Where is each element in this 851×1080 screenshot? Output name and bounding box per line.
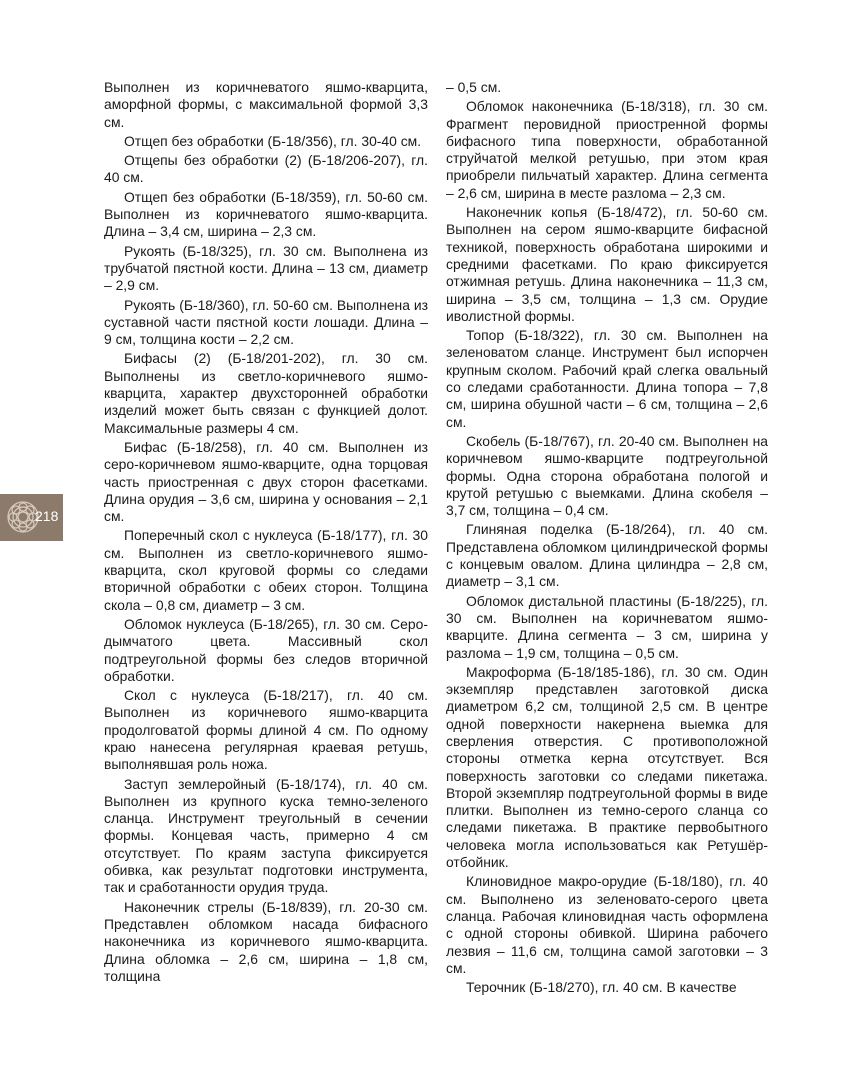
paragraph: Бифасы (2) (Б-18/201-202), гл. 30 см. Выполнены из светло-коричневого яшмо-кварцита, характер двухсторонней обработки изделий может быть связан с функцией долот. Максимальные размеры 4 см. (104, 350, 428, 436)
left-text-column (104, 79, 428, 987)
paragraph: – 0,5 см. (446, 79, 502, 95)
paragraph: Заступ землеройный (Б-18/174), гл. 40 см. Выполнен из крупного куска темно-зеленого сланца. Инструмент треугольный в сечении формы. Концевая часть, примерно 4 см отсутствует. По краям заступа фиксируется обивка, как результат подготовки инструмента, так и сработанности орудия труда. (104, 775, 428, 896)
paragraph: Бифас (Б-18/258), гл. 40 см. Выполнен из серо-коричневом яшмо-кварците, одна торцовая часть приостренная с двух сторон фасетками. Длина орудия – 3,6 см, ширина у основания – 2,1 см. (104, 438, 428, 525)
paragraph: Клиновидное макро-орудие (Б-18/180), гл. 40 см. Выполнено из зеленовато-серого цвета сланца. Рабочая клиновидная часть оформлена с одной стороны обивкой. Ширина рабочего лезвия – 11,6 см, толщина самой заготовки – 3 см. (446, 873, 768, 976)
page-number: 218 (35, 508, 59, 524)
paragraph: Выполнен из коричневатого яшмо-кварцита, аморфной формы, с максимальной формой 3,3 см. (104, 79, 428, 130)
right-text-column (446, 79, 768, 998)
paragraph: Отщепы без обработки (2) (Б-18/206-207), гл. 40 см. (104, 152, 428, 186)
paragraph: Рукоять (Б-18/325), гл. 30 см. Выполнена из трубчатой пястной кости. Длина – 13 см, диаметр – 2,9 см. (104, 242, 428, 294)
paragraph: Скол с нуклеуса (Б-18/217), гл. 40 см. Выполнен из коричневого яшмо-кварцита продолговатой формы длиной 4 см. По одному краю нанесена регулярная краевая ретушь, выполнявшая роль ножа. (104, 687, 428, 773)
paragraph: Обломок дистальной пластины (Б-18/225), гл. 30 см. Выполнен на коричневатом яшмо-кварците. Длина сегмента – 3 см, ширина у разлома – 1,9 см, толщина – 0,5 см. (446, 592, 768, 661)
paragraph: Обломок наконечника (Б-18/318), гл. 30 см. Фрагмент перовидной приостренной формы бифасного типа поверхности, обработанной струйчатой мелкой ретушью, при этом края приобрели пильчатый характер. Длина сегмента – 2,6 см, ширина в месте разлома – 2,3 см. (446, 98, 768, 201)
paragraph: Глиняная поделка (Б-18/264), гл. 40 см. Представлена обломком цилиндрической формы с концевым овалом. Длина цилиндра – 2,8 см, диаметр – 3,1 см. (446, 521, 768, 590)
paragraph: Поперечный скол с нуклеуса (Б-18/177), гл. 30 см. Выполнен из светло-коричневого яшмо-кварцита, скол круговой формы со следами вторичной обработки с обеих сторон. Толщина скола – 0,8 см, диаметр – 3 см. (104, 527, 428, 613)
paragraph: Макроформа (Б-18/185-186), гл. 30 см. Один экземпляр представлен заготовкой диска диаметром 6,2 см, толщиной 2,5 см. В центре одной поверхности накернена выемка для сверления отверстия. С противоположной стороны отметка керна отсутствует. Вся поверхность заготовки со следами пикетажа. Второй экземпляр подтреугольной формы в виде плитки. Выполнен из темно-серого сланца со следами пикетажа. В практике первобытного человека могла использоваться как Ретушёр-отбойник. (446, 663, 768, 871)
paragraph: Терочник (Б-18/270), гл. 40 см. В качестве (466, 979, 737, 996)
paragraph: Топор (Б-18/322), гл. 30 см. Выполнен на зеленоватом сланце. Инструмент был испорчен крупным сколом. Рабочий край слегка овальный со следами сработанности. Длина топора – 7,8 см, ширина обушной части – 6 см, толщина – 2,6 см. (446, 327, 768, 430)
page-number-tab (0, 494, 63, 541)
paragraph: Наконечник копья (Б-18/472), гл. 50-60 см. Выполнен на сером яшмо-кварците бифасной техникой, поверхность обработана широкими и средними фасетками. По краю фиксируется отжимная ретушь. Длина наконечника – 11,3 см, ширина – 3,5 см, толщина – 1,3 см. Орудие иволистной формы. (446, 204, 768, 324)
paragraph: Обломок нуклеуса (Б-18/265), гл. 30 см. Серо-дымчатого цвета. Массивный скол подтреугольной формы без следов вторичной обработки. (104, 615, 428, 684)
paragraph: Скобель (Б-18/767), гл. 20-40 см. Выполнен на коричневом яшмо-кварците подтреугольной формы. Одна сторона обработана пологой и крутой ретушью с выемками. Длина скобеля – 3,7 см, толщина – 0,4 см. (446, 432, 768, 519)
paragraph: Рукоять (Б-18/360), гл. 50-60 см. Выполнена из суставной части пястной кости лошади. Длина – 9 см, толщина кости – 2,2 см. (104, 296, 428, 348)
paragraph: Отщеп без обработки (Б-18/356), гл. 30-40 см. (124, 132, 422, 149)
paragraph: Отщеп без обработки (Б-18/359), гл. 50-60 см. Выполнен из коричневатого яшмо-кварцита. Длина – 3,4 см, ширина – 2,3 см. (104, 188, 428, 240)
paragraph: Наконечник стрелы (Б-18/839), гл. 20-30 см. Представлен обломком насада бифасного наконечника из коричневого яшмо-кварцита. Длина обломка – 2,6 см, ширина – 1,8 см, толщина (104, 898, 428, 984)
